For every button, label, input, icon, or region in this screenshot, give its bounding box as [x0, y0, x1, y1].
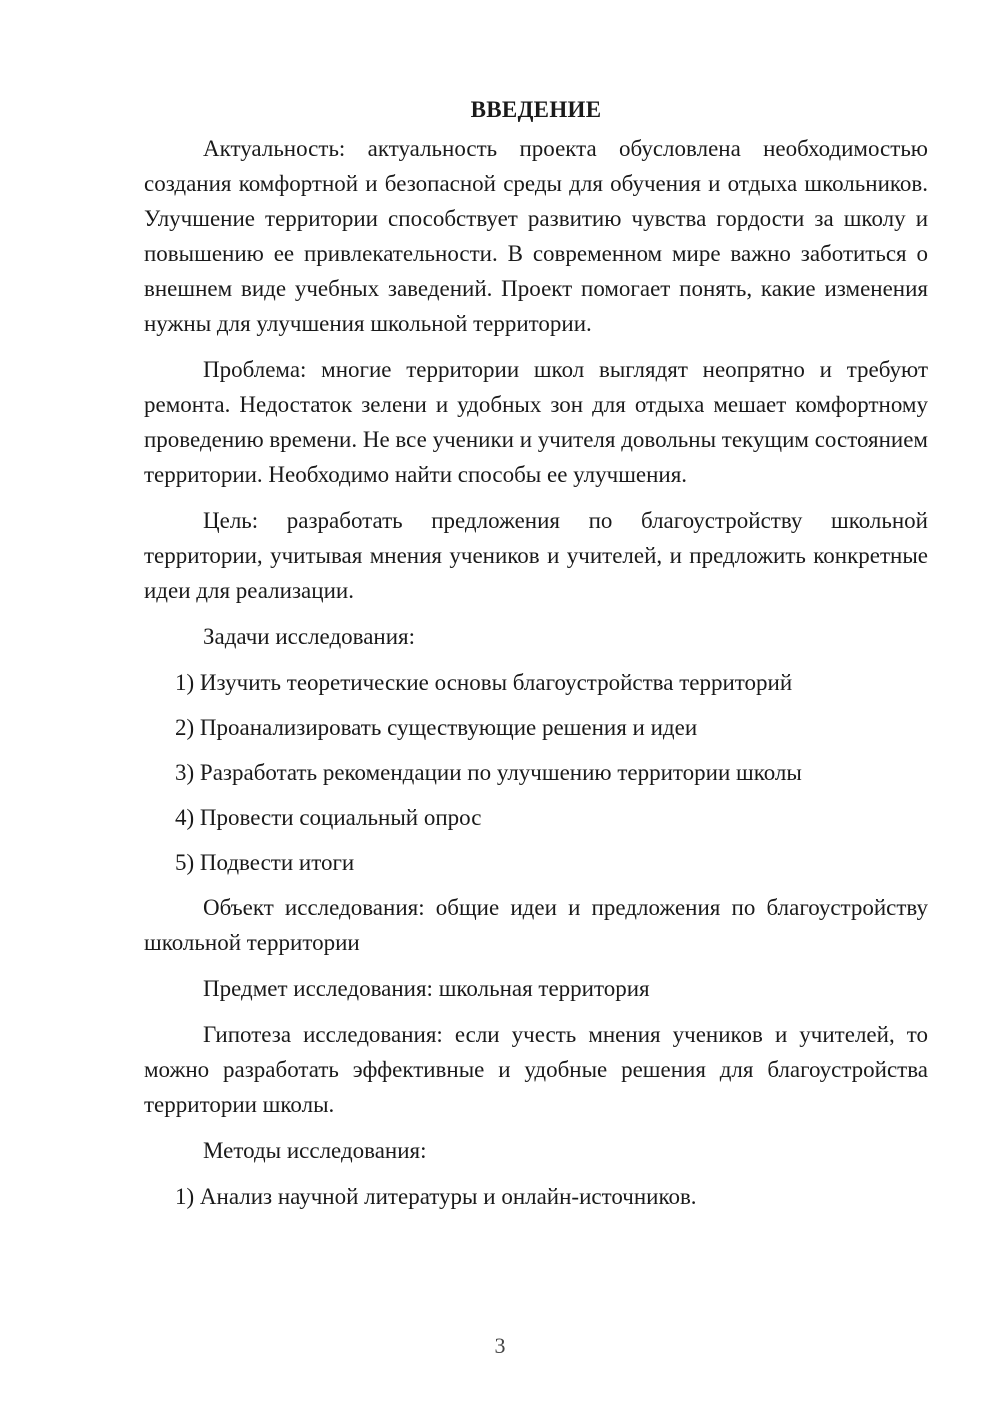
goal-paragraph: Цель: разработать предложения по благоустройству школьной территории, учитывая мнения учеников и учителей, и предложить конкретные идеи для реализации. — [144, 508, 928, 603]
list-item: 5) Подвести итоги — [175, 850, 355, 875]
methods-list — [144, 1179, 928, 1214]
object-paragraph: Объект исследования: общие идеи и предложения по благоустройству школьной территории — [144, 895, 928, 955]
page-number: 3 — [494, 1333, 506, 1358]
tasks-list — [144, 665, 928, 880]
relevance-paragraph: Актуальность: актуальность проекта обусловлена необходимостью создания комфортной и безопасной среды для обучения и отдыха школьников. Улучшение территории способствует развитию чувства гордости за школу и повышению ее привлекательности. В современном мире важно заботиться о внешнем виде учебных заведений. Проект помогает понять, какие изменения нужны для улучшения школьной территории. — [144, 136, 928, 336]
list-item: 4) Провести социальный опрос — [175, 805, 482, 830]
list-item: 3) Разработать рекомендации по улучшению территории школы — [175, 760, 802, 785]
document-page — [144, 92, 928, 1224]
tasks-heading: Задачи исследования: — [203, 624, 416, 649]
problem-paragraph: Проблема: многие территории школ выглядят неопрятно и требуют ремонта. Недостаток зелени и удобных зон для отдыха мешает комфортному проведению времени. Не все ученики и учителя довольны текущим состоянием территории. Необходимо найти способы ее улучшения. — [144, 357, 928, 487]
hypothesis-paragraph: Гипотеза исследования: если учесть мнения учеников и учителей, то можно разработать эффективные и удобные решения для благоустройства территории школы. — [144, 1022, 928, 1117]
list-item: 1) Анализ научной литературы и онлайн-источников. — [175, 1184, 697, 1209]
list-item: 1) Изучить теоретические основы благоустройства территорий — [175, 670, 793, 695]
subject-paragraph: Предмет исследования: школьная территория — [203, 976, 650, 1001]
methods-heading: Методы исследования: — [203, 1138, 427, 1163]
list-item: 2) Проанализировать существующие решения и идеи — [175, 715, 698, 740]
page-title: ВВЕДЕНИЕ — [470, 97, 602, 122]
